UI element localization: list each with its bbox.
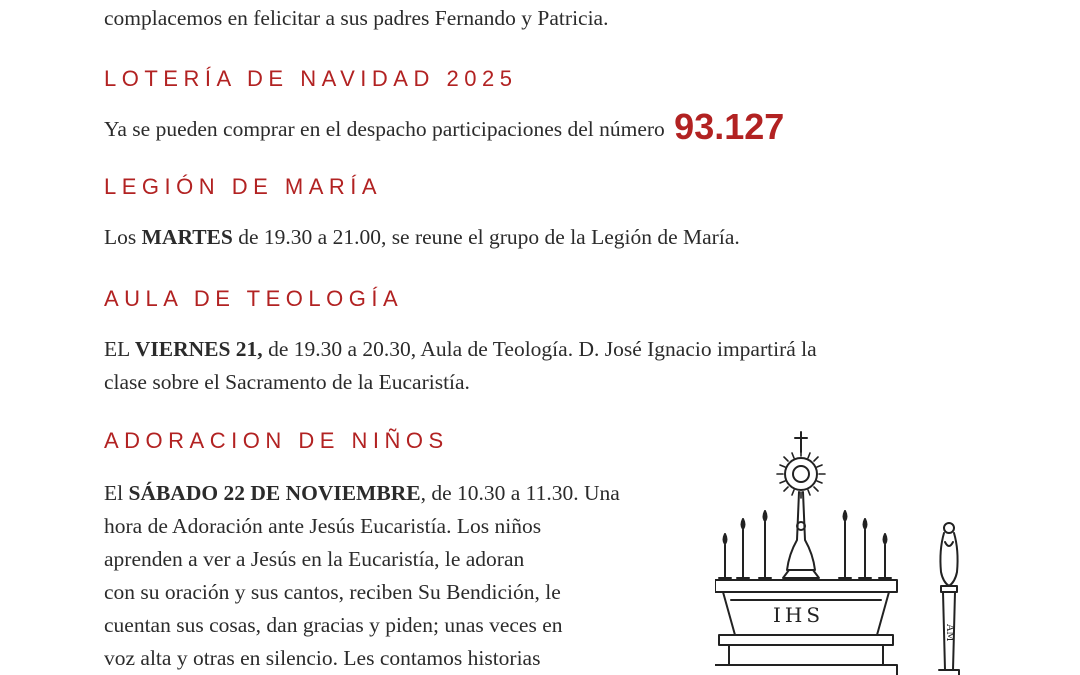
legion-text: [104, 221, 740, 254]
intro-text: complacemos en felicitar a sus padres Fernando y Patricia.: [104, 6, 609, 30]
adoracion-line: voz alta y otras en silencio. Les contamos historias: [104, 646, 541, 670]
adoracion-post: , de 10.30 a 11.30. Una: [420, 481, 620, 505]
aula-day: VIERNES 21,: [134, 337, 263, 361]
virgin-statue-icon: [939, 523, 959, 675]
adoracion-line: aprenden a ver a Jesús en la Eucaristía, le adoran: [104, 547, 525, 571]
altar-monstrance-illustration: [715, 430, 975, 675]
loteria-text: [104, 106, 785, 147]
aula-text: [104, 333, 817, 399]
legion-heading: LEGIÓN DE MARÍA: [104, 174, 383, 199]
aula-heading: AULA DE TEOLOGÍA: [104, 286, 404, 311]
adoracion-line: hora de Adoración ante Jesús Eucaristía. Los niños: [104, 514, 542, 538]
aula-pre: EL: [104, 337, 130, 361]
monstrance-icon: [777, 432, 825, 578]
adoracion-date: SÁBADO 22 DE NOVIEMBRE: [128, 481, 421, 505]
aula-line2: clase sobre el Sacramento de la Eucaristía.: [104, 370, 470, 394]
loteria-heading: LOTERÍA DE NAVIDAD 2025: [104, 66, 518, 91]
legion-post: de 19.30 a 21.00, se reune el grupo de la Legión de María.: [238, 225, 740, 249]
adoracion-pre: El: [104, 481, 124, 505]
adoracion-text: [104, 477, 704, 675]
aula-post: de 19.30 a 20.30, Aula de Teología. D. José Ignacio impartirá la: [268, 337, 817, 361]
adoracion-heading: ADORACION DE NIÑOS: [104, 428, 449, 453]
altar-icon: [715, 580, 897, 675]
adoracion-line: con su oración y sus cantos, reciben Su Bendición, le: [104, 580, 561, 604]
adoracion-line: cuentan sus cosas, dan gracias y piden; unas veces en: [104, 613, 563, 637]
loteria-description: Ya se pueden comprar en el despacho participaciones del número: [104, 117, 665, 141]
legion-day: MARTES: [141, 225, 233, 249]
column-monogram: AM: [944, 624, 955, 642]
legion-pre: Los: [104, 225, 137, 249]
altar-monogram: IHS: [773, 603, 825, 627]
loteria-number: 93.127: [674, 106, 785, 147]
